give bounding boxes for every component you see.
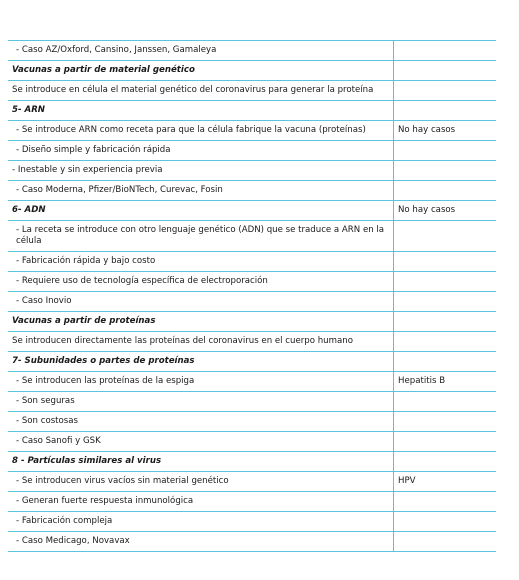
section-description: Se introduce en célula el material genético del coronavirus para generar la proteína: [8, 81, 394, 101]
subsection-heading-row: [8, 452, 496, 472]
row-description: - Caso AZ/Oxford, Cansino, Janssen, Gamaleya: [8, 41, 394, 61]
row-description: - Son seguras: [8, 392, 394, 412]
table-row: [8, 121, 496, 141]
table-row: [8, 292, 496, 312]
row-example-disease: [394, 81, 497, 101]
row-description: - Generan fuerte respuesta inmunológica: [8, 492, 394, 512]
row-description: - Inestable y sin experiencia previa: [8, 161, 394, 181]
table-row: [8, 41, 496, 61]
row-description: - Requiere uso de tecnología específica de electroporación: [8, 272, 394, 292]
row-description: - La receta se introduce con otro lenguaje genético (ADN) que se traduce a ARN en la célula: [8, 221, 394, 252]
row-description: - Caso Inovio: [8, 292, 394, 312]
row-example-disease: [394, 101, 497, 121]
table-row: [8, 432, 496, 452]
row-description: - Fabricación rápida y bajo costo: [8, 252, 394, 272]
row-example-disease: [394, 141, 497, 161]
table-row: [8, 412, 496, 432]
row-description: - Se introducen virus vacíos sin material genético: [8, 472, 394, 492]
section-heading: Vacunas a partir de proteínas: [8, 312, 394, 332]
row-example-disease: [394, 532, 497, 552]
subsection-heading-row: [8, 352, 496, 372]
row-description: - Fabricación compleja: [8, 512, 394, 532]
subsection-heading-row: [8, 201, 496, 221]
row-description: - Diseño simple y fabricación rápida: [8, 141, 394, 161]
row-example-disease: HPV: [394, 472, 497, 492]
section-heading-row: [8, 61, 496, 81]
table-row: [8, 272, 496, 292]
section-description: Se introducen directamente las proteínas del coronavirus en el cuerpo humano: [8, 332, 394, 352]
row-example-disease: [394, 221, 497, 252]
row-example-disease: [394, 252, 497, 272]
row-description: - Caso Sanofi y GSK: [8, 432, 394, 452]
row-example-disease: [394, 352, 497, 372]
subsection-heading-row: [8, 101, 496, 121]
row-example-disease: No hay casos: [394, 121, 497, 141]
row-example-disease: [394, 61, 497, 81]
table-row: [8, 221, 496, 252]
section-heading-row: [8, 312, 496, 332]
table-row: [8, 492, 496, 512]
row-example-disease: [394, 452, 497, 472]
table-row: [8, 472, 496, 492]
table-row: [8, 512, 496, 532]
table-row: [8, 372, 496, 392]
table-row: [8, 181, 496, 201]
vaccine-types-table: [8, 40, 496, 552]
row-example-disease: [394, 181, 497, 201]
subsection-heading: 5- ARN: [8, 101, 394, 121]
subsection-heading: 6- ADN: [8, 201, 394, 221]
row-example-disease: [394, 41, 497, 61]
row-description: - Caso Moderna, Pfizer/BioNTech, Curevac, Fosin: [8, 181, 394, 201]
row-description: - Se introducen las proteínas de la espiga: [8, 372, 394, 392]
row-example-disease: [394, 312, 497, 332]
row-description: - Son costosas: [8, 412, 394, 432]
row-example-disease: [394, 332, 497, 352]
table-row: [8, 392, 496, 412]
row-example-disease: [394, 161, 497, 181]
table-row: [8, 532, 496, 552]
row-example-disease: No hay casos: [394, 201, 497, 221]
table-row: [8, 81, 496, 101]
table-row: [8, 141, 496, 161]
table-row: [8, 161, 496, 181]
row-example-disease: [394, 512, 497, 532]
row-example-disease: [394, 492, 497, 512]
subsection-heading: 7- Subunidades o partes de proteínas: [8, 352, 394, 372]
row-example-disease: [394, 392, 497, 412]
row-example-disease: [394, 432, 497, 452]
subsection-heading: 8 - Partículas similares al virus: [8, 452, 394, 472]
row-example-disease: [394, 272, 497, 292]
row-description: - Caso Medicago, Novavax: [8, 532, 394, 552]
row-description: - Se introduce ARN como receta para que la célula fabrique la vacuna (proteínas): [8, 121, 394, 141]
table-row: [8, 332, 496, 352]
row-example-disease: Hepatitis B: [394, 372, 497, 392]
section-heading: Vacunas a partir de material genético: [8, 61, 394, 81]
row-example-disease: [394, 412, 497, 432]
row-example-disease: [394, 292, 497, 312]
table-row: [8, 252, 496, 272]
